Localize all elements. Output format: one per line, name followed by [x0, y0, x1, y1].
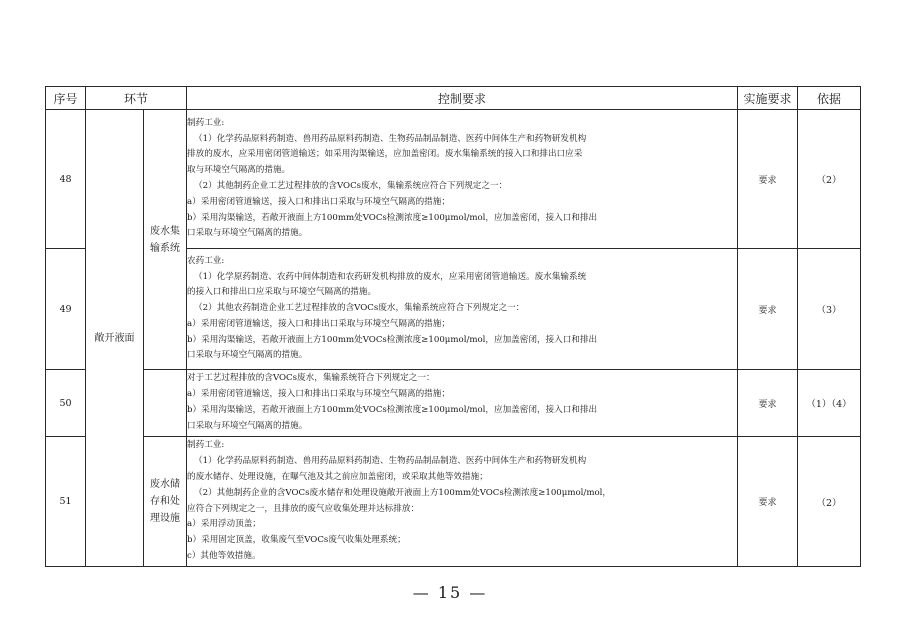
header-seq: 序号	[46, 87, 86, 110]
basis: （2）	[798, 110, 861, 249]
req-line: 口采取与环境空气隔离的措施。	[187, 350, 308, 361]
req-line: a）采用密闭管道输送，接入口和排出口采取与环境空气隔离的措施；	[187, 196, 450, 207]
row-number: 48	[46, 110, 86, 249]
table-row	[46, 437, 861, 567]
req-line: 口采取与环境空气隔离的措施。	[187, 420, 308, 431]
req-line: （2）其他农药制造企业工艺过程排放的含VOCs废水，集输系统应符合下列规定之一：	[194, 303, 525, 314]
stage-open-surface: 敞开液面	[86, 110, 144, 567]
header-basis: 依据	[798, 87, 861, 110]
basis: （1）（4）	[798, 370, 861, 437]
req-line: 的废水储存、处理设施，在曝气池及其之前应加盖密闭，或采取其他等效措施；	[187, 471, 488, 482]
control-requirement	[187, 437, 738, 567]
req-line: （2）其他制药企业的含VOCs废水储存和处理设施敞开液面上方100mm处VOCs检测浓度≥100μmol/mol，	[194, 487, 611, 498]
page-number: — 15 —	[412, 583, 488, 602]
substage-b-line: 废水储	[150, 479, 180, 490]
control-requirements-table	[45, 86, 861, 567]
req-line: c）其他等效措施。	[187, 550, 261, 561]
header-impl: 实施要求	[738, 87, 798, 110]
substage-wastewater-collection	[144, 110, 187, 370]
basis: （3）	[798, 249, 861, 370]
req-line: b）采用固定顶盖，收集废气至VOCs废气收集处理系统；	[187, 535, 406, 546]
req-line: a）采用密闭管道输送，接入口和排出口采取与环境空气隔离的措施；	[187, 318, 450, 329]
req-line: b）采用沟渠输送，若敞开液面上方100mm处VOCs检测浓度≥100μmol/mol，应加盖密闭，接入口和排出	[187, 212, 598, 223]
req-line: 应符合下列规定之一，且排放的废气应收集处理并达标排放：	[187, 503, 420, 514]
implementation-requirement: 要求	[738, 370, 798, 437]
substage-wastewater-storage	[144, 437, 187, 567]
implementation-requirement: 要求	[738, 249, 798, 370]
req-line: b）采用沟渠输送，若敞开液面上方100mm处VOCs检测浓度≥100μmol/mol，应加盖密闭，接入口和排出	[187, 334, 598, 345]
req-line: b）采用沟渠输送，若敞开液面上方100mm处VOCs检测浓度≥100μmol/mol，应加盖密闭，接入口和排出	[187, 405, 598, 415]
row-number: 51	[46, 437, 86, 567]
req-line: 排放的废水，应采用密闭管道输送；如采用沟渠输送，应加盖密闭。废水集输系统的接入口和排出口应采	[187, 149, 583, 160]
implementation-requirement: 要求	[738, 437, 798, 567]
req-line: a）采用浮动顶盖；	[187, 519, 261, 530]
substage-blank	[144, 370, 187, 437]
table-row	[46, 370, 861, 437]
row-number: 50	[46, 370, 86, 437]
substage-b-line: 理设施	[150, 513, 180, 524]
req-line: 的接入口和排出口应采取与环境空气隔离的措施。	[187, 287, 377, 298]
req-line: 对于工艺过程排放的含VOCs废水，集输系统符合下列规定之一：	[187, 373, 435, 384]
req-line: 取与环境空气隔离的措施。	[187, 165, 291, 176]
header-stage: 环节	[86, 87, 187, 110]
substage-a-line: 输系统	[150, 242, 180, 254]
table-row	[46, 110, 861, 249]
req-line: 口采取与环境空气隔离的措施。	[187, 228, 308, 239]
control-requirement	[187, 110, 738, 249]
row-number: 49	[46, 249, 86, 370]
req-line: a）采用密闭管道输送，接入口和排出口采取与环境空气隔离的措施；	[187, 389, 450, 400]
implementation-requirement: 要求	[738, 110, 798, 249]
req-line: （1）化学药品原料药制造、兽用药品原料药制造、生物药品制品制造、医药中间体生产和药物研发机构	[194, 456, 587, 467]
header-control: 控制要求	[187, 87, 738, 110]
req-line: 制药工业:	[187, 440, 225, 451]
basis: （2）	[798, 437, 861, 567]
req-line: 制药工业:	[187, 117, 225, 128]
req-line: （1）化学原药制造、农药中间体制造和农药研发机构排放的废水，应采用密闭管道输送。废水集输系统	[194, 271, 587, 282]
substage-b-line: 存和处	[150, 496, 180, 507]
table-header-row	[46, 87, 861, 110]
control-requirement	[187, 370, 738, 437]
control-requirement	[187, 249, 738, 370]
substage-a-line: 废水集	[150, 225, 180, 237]
req-line: （2）其他制药企业工艺过程排放的含VOCs废水，集输系统应符合下列规定之一：	[194, 181, 508, 191]
req-line: （1）化学药品原料药制造、兽用药品原料药制造、生物药品制品制造、医药中间体生产和药物研发机构	[194, 133, 587, 144]
req-line: 农药工业:	[187, 255, 225, 266]
